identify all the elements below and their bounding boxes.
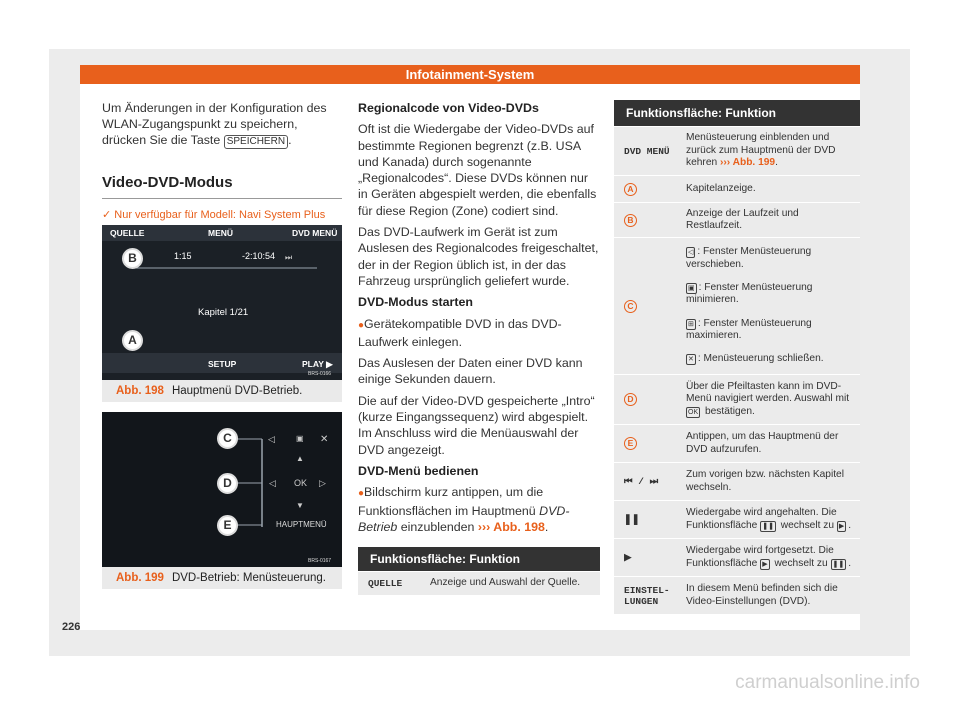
speichern-key: SPEICHERN — [224, 135, 288, 149]
callout-c: C — [217, 428, 238, 449]
arrow-left-icon: ◁ — [269, 478, 276, 488]
badge-d: D — [624, 393, 637, 406]
regional-title: Regionalcode von Video-DVDs — [358, 101, 539, 115]
r4-minimize — [686, 282, 854, 307]
fig198-play: PLAY ▶ — [302, 359, 333, 369]
watermark: carmanualsonline.info — [735, 672, 920, 693]
ok-key: OK — [688, 408, 699, 416]
menu-bullet-emphasis: DVD-Betrieb — [358, 503, 570, 534]
next-chapter-icon: ⏭ — [285, 253, 293, 262]
dvd-main-menu-screenshot — [102, 225, 342, 380]
menu-bullet-text: Bildschirm kurz antippen, um die Funktionsflächen im Hauptmenü — [358, 485, 544, 518]
table-key — [614, 203, 680, 237]
function-table-main — [614, 100, 860, 614]
caption-199-number: Abb. 199 — [116, 572, 164, 584]
menu-bullet-end: . — [544, 519, 549, 534]
figure-199 — [102, 412, 342, 567]
maximize-icon: ⊞ — [688, 320, 694, 328]
r1-end: . — [775, 157, 778, 169]
caption-198-text: Hauptmenü DVD-Betrieb. — [171, 385, 303, 397]
caption-198-number: Abb. 198 — [116, 385, 164, 397]
pause-icon: ❚❚ — [624, 512, 640, 527]
table-desc: Wiedergabe wird angehalten. Die Funktionsfläche ❚❚ wechselt zu ▶ . — [680, 501, 860, 538]
hauptmenu-label: HAUPTMENÜ — [276, 520, 327, 529]
table-row — [614, 462, 860, 500]
play-icon: ▶ — [838, 522, 845, 530]
table-key — [614, 501, 680, 538]
fig198-quelle: QUELLE — [110, 228, 145, 238]
arrow-down-icon: ▼ — [296, 501, 304, 510]
table-key — [614, 425, 680, 462]
badge-c: C — [624, 300, 637, 313]
table-key: EINSTEL-LUNGEN — [614, 577, 680, 614]
fig198-menu: MENÜ — [208, 228, 234, 238]
ok-label: OK — [294, 478, 308, 488]
figure-198-caption — [102, 380, 342, 402]
page-header: Infotainment-System — [80, 65, 860, 84]
column-left — [102, 100, 342, 223]
r4-minimize-text: : Fenster Menüsteuerung minimieren. — [686, 281, 813, 306]
r4-close — [686, 353, 824, 366]
table-desc: Anzeige der Laufzeit und Restlaufzeit. — [680, 203, 860, 237]
table-row — [614, 237, 860, 374]
r4-close-text: : Menüsteuerung schließen. — [697, 353, 824, 365]
r4-move-text: : Fenster Menüsteuerung verschieben. — [686, 246, 812, 270]
fig198-code: BRS-0166 — [308, 371, 332, 377]
section-title: Video-DVD-Modus — [102, 175, 342, 199]
play-icon: ▶ — [624, 550, 632, 565]
callout-d: D — [217, 473, 238, 494]
fig199-code: BRS-0167 — [308, 558, 332, 564]
minimize-icon: ▣ — [296, 434, 304, 443]
table-key — [614, 539, 680, 576]
regional-paragraph-1: Oft ist die Wiedergabe der Video-DVDs auf bestimmte Regionen begrenzt (z.B. USA und Kanada) durch sogenannte „Regionalcodes“. Diese DVDs können nur in Geräten abgespielt werden, die ebenfalls für diese Region (Zone) codiert sind. — [358, 122, 597, 218]
arrow-up-icon: ▲ — [296, 454, 304, 463]
caption-199-text: DVD-Betrieb: Menüsteuerung. — [171, 572, 326, 584]
badge-a: A — [624, 183, 637, 196]
table-desc: Antippen, um das Hauptmenü der DVD aufzurufen. — [680, 425, 860, 462]
availability-text: Nur verfügbar für Modell: Navi System Plus — [114, 209, 326, 221]
prev-chapter-icon: ⏮ — [624, 476, 633, 487]
table-row — [614, 424, 860, 462]
availability-note — [102, 207, 342, 223]
fig198-time-remaining: -2:10:54 — [242, 251, 276, 261]
menu-bullet-text-2: einzublenden — [400, 519, 475, 534]
callout-a: A — [122, 330, 143, 351]
link-abb-199[interactable]: ››› Abb. 199 — [720, 157, 776, 169]
table-desc: Zum vorigen bzw. nächsten Kapitel wechseln. — [680, 463, 860, 500]
table-small-header: Funktionsfläche: Funktion — [358, 547, 600, 571]
table-row — [614, 538, 860, 576]
table-desc — [680, 238, 860, 374]
menu-title: DVD-Menü bedienen — [358, 463, 479, 478]
function-table-small — [358, 547, 600, 595]
table-desc: Anzeige und Auswahl der Quelle. — [424, 572, 600, 595]
table-row — [358, 571, 600, 595]
start-bullet — [358, 316, 600, 351]
r8-desc-2: wechselt zu — [780, 519, 835, 531]
table-desc: Kapitelanzeige. — [680, 176, 860, 202]
intro-paragraph — [102, 100, 342, 149]
regional-paragraph-2: Das DVD-Laufwerk im Gerät ist zum Auslesen des Regionalcodes freigeschaltet, der in der Region üblich ist, in der das Fahrzeug ursprünglich geliefert wurde. — [358, 225, 599, 288]
r9-desc: Wiedergabe wird fortgesetzt. Die Funktionsfläche — [686, 545, 834, 569]
start-paragraph-2: Die auf der Video-DVD gespeicherte „Intro“ (kurze Eingangssequenz) wird abgespielt. Im Anschluss wird die Menüauswahl der DVD angezeigt. — [358, 393, 595, 457]
fig198-time-elapsed: 1:15 — [174, 251, 192, 261]
minimize-icon: ▣ — [688, 284, 695, 292]
r8-desc: Wiedergabe wird angehalten. Die Funktionsfläche — [686, 507, 837, 531]
intro-text: Um Änderungen in der Konfiguration des WLAN-Zugangspunkt zu speichern, drücken Sie die Taste — [102, 101, 327, 147]
next-chapter-icon: ⏭ — [649, 476, 659, 487]
pause-icon: ❚❚ — [832, 560, 845, 568]
callout-e: E — [217, 515, 238, 536]
r5-desc: Über die Pfeiltasten kann im DVD-Menü navigiert werden. Auswahl mit — [686, 380, 850, 405]
fig198-chapter: Kapitel 1/21 — [198, 307, 249, 318]
r4-maximize — [686, 318, 854, 343]
r1-desc: Menüsteuerung einblenden und zurück zum Hauptmenü der DVD kehren — [686, 132, 836, 169]
start-paragraph: Das Auslesen der Daten einer DVD kann einige Sekunden dauern. — [358, 356, 583, 387]
arrow-right-icon: ▷ — [319, 478, 326, 488]
check-icon: ✓ — [102, 209, 115, 221]
fig198-play-label: PLAY — [302, 359, 324, 369]
start-title: DVD-Modus starten — [358, 295, 473, 310]
r4-maximize-text: : Fenster Menüsteuerung maximieren. — [686, 317, 812, 342]
play-icon: ▶ — [762, 560, 768, 568]
fig198-setup: SETUP — [208, 359, 237, 369]
table-key: QUELLE — [358, 572, 424, 595]
badge-e: E — [624, 437, 637, 450]
menu-bullet — [358, 484, 600, 535]
table-row — [614, 175, 860, 202]
intro-end: . — [288, 133, 292, 147]
r5-end: bestätigen. — [704, 405, 755, 417]
table-key: DVD MENÜ — [614, 127, 680, 175]
table-desc: Wiedergabe wird fortgesetzt. Die Funktionsfläche ▶ wechselt zu ❚❚ . — [680, 539, 860, 576]
column-middle — [358, 100, 600, 540]
table-main-header: Funktionsfläche: Funktion — [614, 100, 860, 126]
pause-icon: ❚❚ — [762, 522, 774, 530]
callout-b: B — [122, 248, 143, 269]
table-row — [614, 374, 860, 424]
table-desc — [680, 375, 860, 424]
link-abb-198[interactable]: ››› Abb. 198 — [477, 519, 545, 534]
move-icon: ◁ — [268, 434, 275, 444]
badge-b: B — [624, 214, 637, 227]
table-row — [614, 202, 860, 237]
fig198-dvd-menu: DVD MENÜ — [292, 228, 338, 238]
start-bullet-text: Gerätekompatible DVD in das DVD-Laufwerk einlegen. — [358, 316, 562, 349]
table-key: ⏮ / ⏭ — [614, 463, 680, 500]
table-row — [614, 500, 860, 538]
r4-move — [686, 246, 854, 271]
table-desc: In diesem Menü befinden sich die Video-Einstellungen (DVD). — [680, 577, 860, 614]
page-number: 226 — [62, 621, 81, 633]
close-icon: ✕ — [688, 356, 694, 364]
table-row — [614, 126, 860, 175]
table-key — [614, 238, 680, 374]
table-key — [614, 375, 680, 424]
table-key — [614, 176, 680, 202]
table-row — [614, 576, 860, 614]
figure-198 — [102, 225, 342, 380]
figure-199-caption — [102, 567, 342, 589]
table-desc — [680, 127, 860, 175]
move-icon: ◁ — [688, 249, 694, 257]
close-icon: ✕ — [320, 434, 329, 445]
r9-desc-2: wechselt zu — [774, 557, 828, 569]
